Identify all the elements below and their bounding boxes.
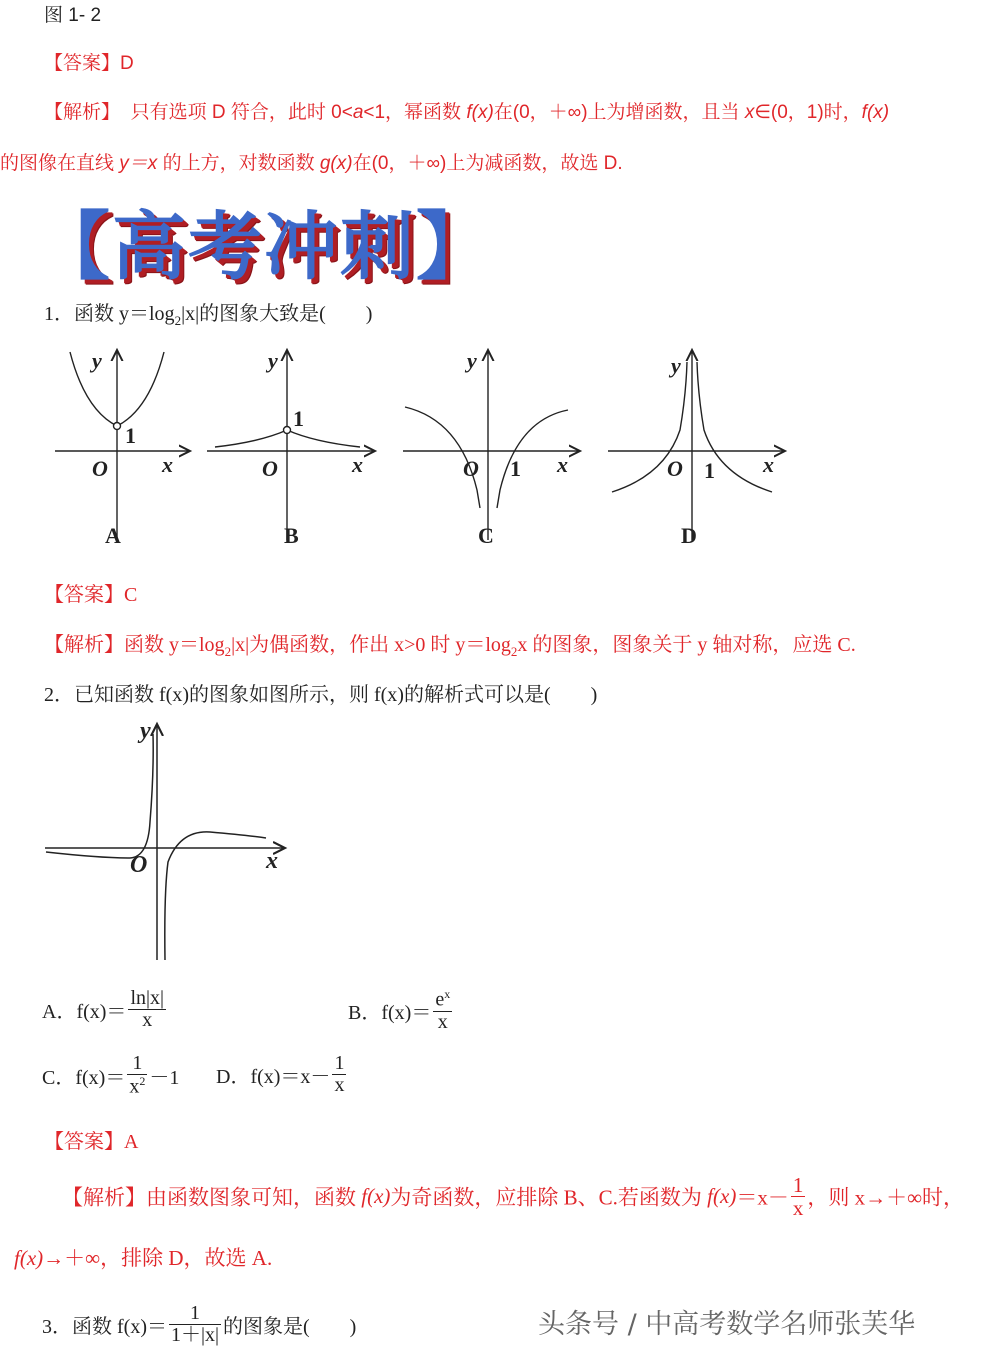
question-1: [44, 297, 372, 329]
analysis-text: 只有选项 D 符合，此时 0<: [130, 102, 353, 123]
watermark: 头条号 / 中高考数学名师张芙华: [538, 1309, 916, 1340]
equation-yx: y＝x: [119, 153, 158, 174]
denominator: x: [437, 1010, 448, 1033]
analysis-tag: 【解析】: [44, 102, 121, 123]
answer-tag: 【答案】: [44, 584, 124, 606]
denominator: x: [792, 1196, 804, 1221]
figure-caption: 图 1- 2: [44, 5, 102, 26]
question-text: 3．函数 f(x)＝: [42, 1316, 167, 1338]
analysis-text: 的上方，对数函数: [157, 153, 320, 174]
option-label: C．f(x)＝: [42, 1066, 126, 1089]
denominator-base: x: [129, 1075, 140, 1098]
answer-line-2: [44, 578, 137, 607]
func-fx: f(x): [466, 102, 494, 123]
question-2: 2．已知函数 f(x)的图象如图所示，则 f(x)的解析式可以是( ): [44, 684, 598, 706]
axis-label-x: x: [763, 452, 774, 477]
axis-label-y: y: [140, 718, 151, 744]
analysis-text: 函数 y＝log: [124, 634, 225, 656]
analysis-3-line-1: [62, 1174, 964, 1219]
var-a: a: [352, 102, 364, 123]
tick-label-one: 1: [293, 406, 304, 431]
numerator: [433, 988, 452, 1012]
tick-label-one: 1: [125, 423, 136, 448]
option-label: A: [105, 523, 121, 548]
option-label: A．f(x)＝: [42, 1001, 127, 1023]
func-fx: f(x): [707, 1184, 737, 1209]
graph-a: [55, 350, 190, 540]
analysis-text: 在(0，＋∞)上为减函数，故选 D.: [352, 153, 623, 174]
axis-label-x: x: [352, 452, 363, 477]
analysis-text: 在(0，＋∞)上为增函数，且当: [493, 102, 745, 123]
tick-label-one: 1: [510, 456, 521, 481]
axis-label-y: y: [92, 348, 102, 373]
analysis-text: |x|为偶函数，作出 x>0 时 y＝log: [231, 634, 511, 656]
section-banner: 【高考冲刺】: [36, 204, 492, 290]
numerator: 1: [334, 1052, 345, 1074]
answer-value: A: [124, 1131, 139, 1153]
origin-label: O: [92, 456, 108, 481]
analysis-tag: 【解析】: [44, 634, 124, 656]
analysis-text: <1，幂函数: [363, 102, 467, 123]
analysis-tag: 【解析】: [62, 1185, 146, 1210]
question-text: |x|的图象大致是( ): [181, 303, 373, 325]
analysis-text: x 的图象，图象关于 y 轴对称，应选 C.: [517, 634, 856, 656]
denominator: x: [334, 1074, 345, 1096]
option-label: B: [284, 523, 299, 548]
axis-label-y: y: [467, 348, 477, 373]
var-x: x: [744, 102, 755, 123]
option-c: [42, 1053, 179, 1098]
fraction: [791, 1174, 806, 1219]
numerator: 1: [792, 1173, 804, 1197]
log-base: 2: [510, 644, 518, 659]
denominator: [127, 1075, 147, 1098]
exponent: 2: [139, 1074, 146, 1088]
question-text: 1．函数 y＝log: [44, 303, 175, 325]
exponent: x: [444, 987, 451, 1001]
origin-label: O: [667, 456, 683, 481]
log-base: 2: [174, 313, 182, 328]
numerator: 1: [169, 1303, 221, 1325]
func-fx: f(x): [861, 102, 890, 123]
analysis-text: 为奇函数，应排除 B、C.若函数为: [390, 1185, 708, 1210]
origin-label: O: [463, 456, 479, 481]
question-1-graphs: [40, 340, 800, 555]
option-label: B．f(x)＝: [348, 1001, 432, 1024]
denominator: x: [142, 1009, 153, 1031]
fraction: [128, 988, 166, 1031]
answer-line-1: [44, 48, 134, 75]
option-tail: －1: [149, 1066, 180, 1089]
axis-label-x: x: [162, 452, 173, 477]
option-a: [42, 988, 168, 1031]
question-text: 的图象是( ): [223, 1316, 357, 1338]
func-fx: f(x): [14, 1246, 44, 1270]
log-base: 2: [224, 644, 232, 659]
numerator-base: e: [435, 988, 445, 1011]
graph-d: [608, 350, 785, 540]
answer-value: C: [124, 584, 138, 606]
question-3: [42, 1303, 356, 1346]
func-fx: f(x): [361, 1184, 391, 1209]
analysis-3-line-2: [14, 1242, 272, 1272]
answer-tag: 【答案】: [44, 1131, 124, 1153]
origin-label: O: [130, 852, 148, 878]
analysis-text: ，则 x→＋∞时，: [807, 1185, 965, 1210]
analysis-text: 的图像在直线: [0, 153, 120, 174]
option-b: [348, 988, 454, 1033]
analysis-text: 由函数图象可知，函数: [146, 1185, 362, 1210]
option-d: [216, 1053, 348, 1096]
denominator: 1＋|x|: [170, 1324, 219, 1346]
analysis-1-line-1: [44, 97, 889, 124]
func-gx: g(x): [319, 153, 353, 174]
question-2-graph: [40, 712, 300, 967]
analysis-text: →＋∞，排除 D，故选 A.: [43, 1246, 273, 1270]
graph-b: [207, 350, 375, 540]
axis-label-x: x: [557, 452, 568, 477]
fraction: [169, 1303, 221, 1346]
fraction: [332, 1053, 346, 1096]
axis-label-x: x: [266, 848, 278, 874]
analysis-1-line-2: [0, 148, 623, 175]
option-label: D．f(x)＝x－: [216, 1066, 331, 1088]
axis-label-y: y: [268, 348, 278, 373]
analysis-text: ＝x－: [736, 1185, 789, 1210]
option-label: D: [681, 523, 697, 548]
graph-c: [403, 350, 580, 540]
answer-line-3: [44, 1125, 138, 1154]
answer-value: D: [120, 53, 134, 74]
answer-tag: 【答案】: [44, 53, 121, 74]
fraction: [433, 988, 452, 1033]
tick-label-one: 1: [704, 458, 715, 483]
numerator: 1: [127, 1053, 147, 1075]
analysis-2: [44, 628, 856, 660]
fraction: [127, 1053, 147, 1098]
origin-label: O: [262, 456, 278, 481]
axis-label-y: y: [671, 353, 681, 378]
analysis-text: ∈(0，1)时，: [754, 102, 862, 123]
numerator: ln|x|: [130, 987, 165, 1009]
option-label: C: [478, 523, 494, 548]
